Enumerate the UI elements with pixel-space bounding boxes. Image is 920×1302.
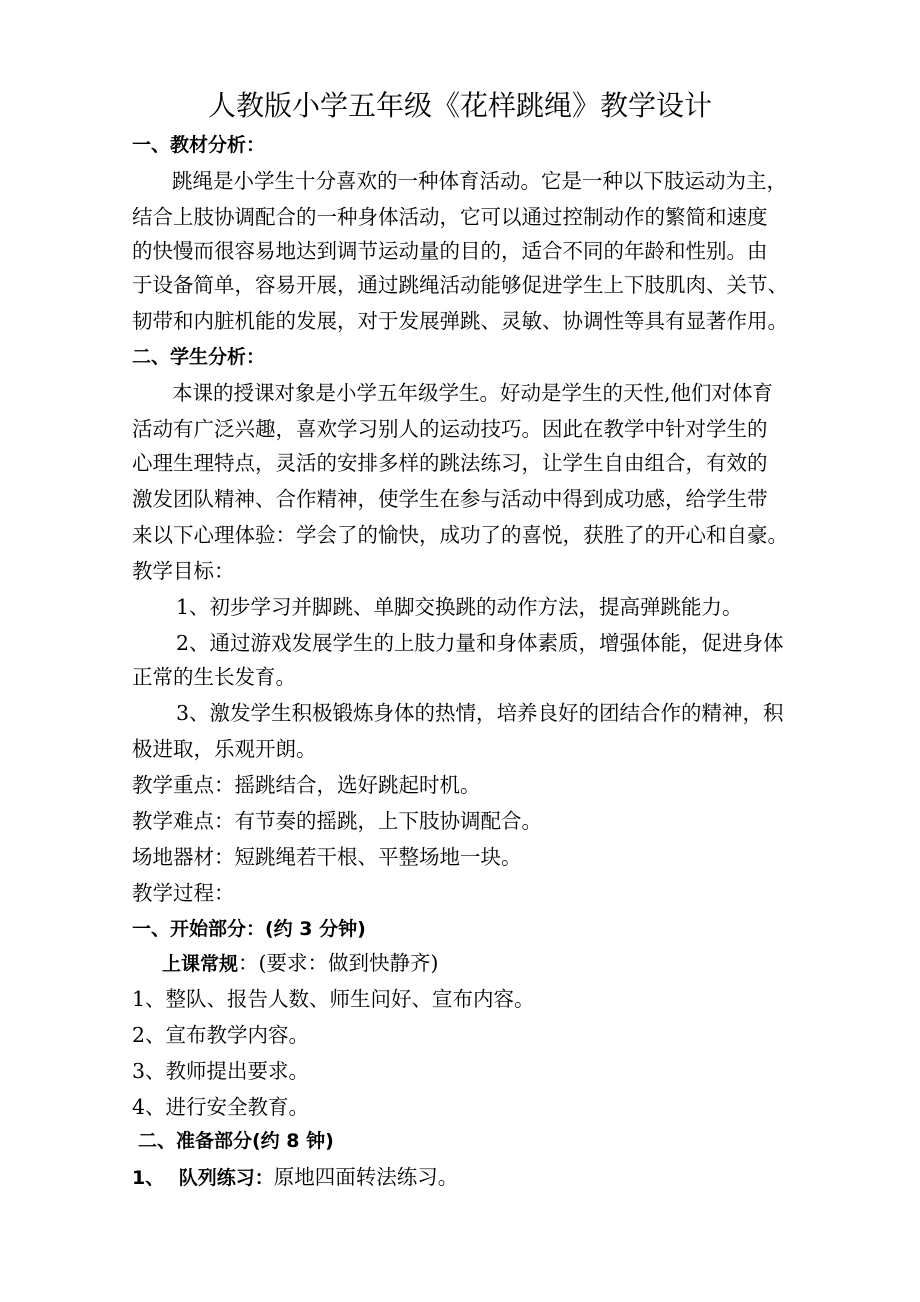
goal-item-continued: 正常的生长发育。	[132, 665, 296, 689]
section-heading-goals: 教学目标：	[132, 559, 235, 583]
equipment: 场地器材：短跳绳若干根、平整场地一块。	[132, 845, 522, 869]
part2-item-text: 原地四面转法练习。	[273, 1165, 459, 1189]
part1-heading: 一、开始部分：(约 3 分钟)	[132, 918, 366, 940]
goal-item: 1、初步学习并脚跳、单脚交换跳的动作方法，提高弹跳能力。	[176, 595, 743, 619]
paragraph-line: 活动有广泛兴趣，喜欢学习别人的运动技巧。因此在教学中针对学生的	[132, 417, 768, 441]
part2-item-number: 1、	[132, 1167, 165, 1189]
paragraph-line: 心理生理特点，灵活的安排多样的跳法练习，让学生自由组合，有效的	[132, 451, 768, 475]
section-heading-material: 一、教材分析：	[132, 134, 266, 156]
goal-item-continued: 极进取，乐观开朗。	[132, 737, 317, 761]
difficulty: 教学难点：有节奏的摇跳，上下肢协调配合。	[132, 809, 542, 833]
routine-line	[162, 948, 439, 979]
paragraph-line: 韧带和内脏机能的发展，对于发展弹跳、灵敏、协调性等具有显著作用。	[132, 309, 788, 333]
paragraph-line: 激发团队精神、合作精神，使学生在参与活动中得到成功感，给学生带	[132, 487, 768, 511]
part2-item	[132, 1162, 458, 1193]
paragraph-line: 的快慢而很容易地达到调节运动量的目的，适合不同的年龄和性别。由	[132, 239, 768, 263]
document-title: 人教版小学五年级《花样跳绳》教学设计	[207, 89, 712, 122]
part2-item-label: 队列练习：	[178, 1167, 274, 1189]
paragraph-line: 于设备简单，容易开展，通过跳绳活动能够促进学生上下肢肌肉、关节、	[132, 273, 788, 297]
routine-item: 2、宣布教学内容。	[132, 1023, 310, 1047]
key-point: 教学重点：摇跳结合，选好跳起时机。	[132, 773, 481, 797]
section-heading-student: 二、学生分析：	[132, 346, 266, 368]
paragraph-line: 跳绳是小学生十分喜欢的一种体育活动。它是一种以下肢运动为主，	[172, 169, 787, 193]
goal-item: 2、通过游戏发展学生的上肢力量和身体素质，增强体能，促进身体	[176, 631, 784, 655]
part2-heading: 二、准备部分(约 8 钟)	[138, 1130, 334, 1152]
paragraph-line: 结合上肢协调配合的一种身体活动，它可以通过控制动作的繁简和速度	[132, 205, 768, 229]
routine-label: 上课常规	[162, 953, 239, 975]
paragraph-line: 本课的授课对象是小学五年级学生。好动是学生的天性,他们对体育	[172, 381, 774, 405]
paragraph-line: 来以下心理体验：学会了的愉快，成功了的喜悦，获胜了的开心和自豪。	[132, 523, 788, 547]
routine-text: ：(要求：做到快静齐)	[238, 951, 439, 975]
routine-item: 4、进行安全教育。	[132, 1095, 310, 1119]
process-heading: 教学过程：	[132, 881, 235, 905]
routine-item: 1、整队、报告人数、师生问好、宣布内容。	[132, 987, 535, 1011]
routine-item: 3、教师提出要求。	[132, 1059, 310, 1083]
goal-item: 3、激发学生积极锻炼身体的热情，培养良好的团结合作的精神，积	[176, 701, 784, 725]
